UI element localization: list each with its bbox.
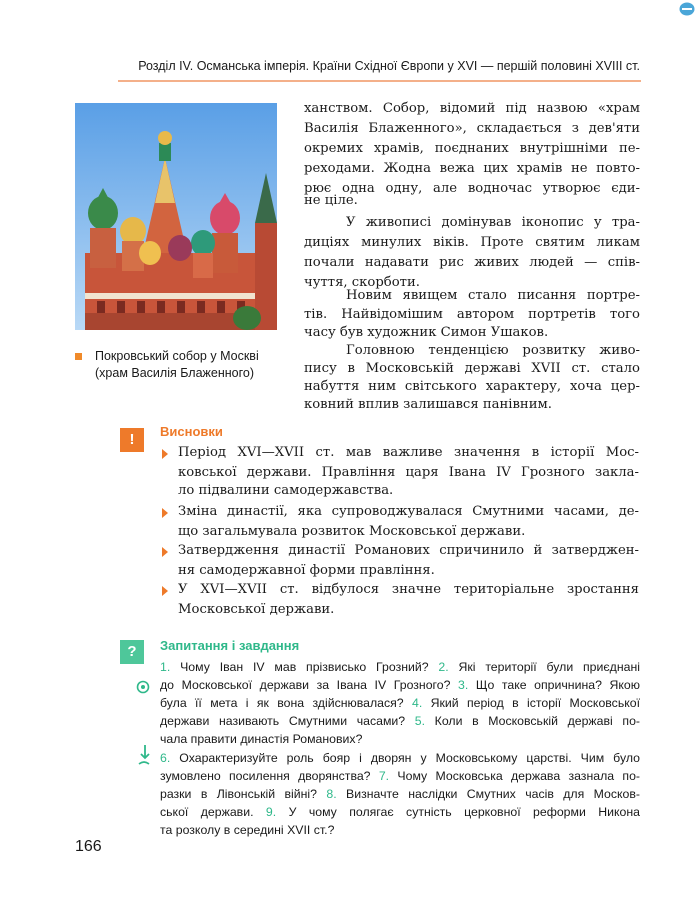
body-line: тів. Найвідомішим автором портретів того [304, 307, 640, 322]
question-text: Чому Московська держава зазнала по- [389, 769, 640, 783]
conclusions-badge-icon: ! [120, 428, 144, 452]
question-text: держави називають Смутними часами? [160, 714, 415, 728]
conclusion-line: Затвердження династії Романових спричинило й затверджен- [178, 543, 639, 558]
publisher-logo-icon [679, 2, 695, 16]
body-line: пису в Московській державі XVII ст. стало [304, 361, 640, 376]
question-number: 9. [265, 805, 277, 819]
question-text: Які території були приєднані [448, 660, 640, 674]
bullet-arrow-icon [162, 508, 168, 518]
running-header: Розділ IV. Османська імперія. Країни Східної Європи у XVI — першій половині XVIII ст. [138, 59, 640, 73]
question-line [160, 749, 640, 767]
question-text: Охарактеризуйте роль бояр і дворян у Московському царстві. Чим було [170, 751, 640, 765]
question-number: 2. [438, 660, 449, 674]
question-line [160, 694, 640, 712]
question-number: 3. [458, 678, 469, 692]
conclusion-line: Період XVI—XVII ст. мав важливе значення в історії Мос- [178, 445, 639, 460]
body-line: ковний вплив залишався панівним. [304, 397, 552, 412]
body-line: У живописі домінував іконопис у тра- [346, 215, 640, 230]
questions-title: Запитання і завдання [160, 638, 300, 653]
figure-caption [75, 348, 290, 382]
body-line: реходами. Жодна вежа цих храмів не повто- [304, 161, 640, 176]
body-line: почали надавати рис живих людей — спів- [304, 255, 640, 270]
question-number: 8. [326, 787, 337, 801]
question-line [160, 658, 640, 676]
body-line: окремих храмів, поєднаних внутрішніми пе- [304, 141, 640, 156]
body-line: чуття, скорботи. [304, 275, 420, 290]
body-line: часу був художник Симон Ушаков. [304, 325, 549, 340]
bullet-arrow-icon [162, 547, 168, 557]
question-text: до Московської держави за Івана IV Грозного? [160, 678, 459, 692]
question-number: 4. [412, 696, 423, 710]
question-text: разки в Лівонській війні? [160, 787, 327, 801]
body-line: ханством. Собор, відомий під назвою «храм [304, 101, 640, 116]
question-text: Який період в історії Московської [422, 696, 641, 710]
question-text: була її мета і як вона здійснювалася? [160, 696, 412, 710]
question-text: Коли в Московській державі по- [425, 714, 640, 728]
question-text: чала правити династія Романових? [160, 732, 363, 746]
body-line: диціях минулих віків. Проте святим ликам [304, 235, 640, 250]
bullet-arrow-icon [162, 449, 168, 459]
question-text: Чому Іван IV мав прізвисько Грозний? [170, 660, 439, 674]
question-number: 7. [378, 769, 390, 783]
body-line: Головною тенденцією розвитку живо- [346, 343, 640, 358]
caption-marker [75, 353, 82, 360]
question-text: Що таке опричнина? Якою [468, 678, 640, 692]
question-text: та розколу в середині XVII ст.? [160, 823, 335, 837]
body-line: не ціле. [304, 193, 358, 208]
caption-line: (храм Василія Блаженного) [95, 366, 254, 380]
cathedral-photo [75, 103, 277, 330]
conclusion-line: У XVI—XVII ст. відбулося значне територіальне зростання [178, 582, 639, 597]
conclusion-line: ковської держави. Правління царя Івана IV Грозного закла- [178, 465, 639, 480]
page-number: 166 [75, 838, 102, 855]
body-line: набуття ним світського характеру, хоча цер- [304, 379, 640, 394]
question-line [160, 803, 640, 821]
body-line: рює одна одну, але водночас утворює єди- [304, 181, 640, 196]
question-text: У чому полягає сутність церковної реформи Никона [276, 805, 640, 819]
question-number: 5. [414, 714, 426, 728]
conclusion-line: що загальмувала розвиток Московської держави. [178, 524, 526, 539]
question-number: 6. [160, 751, 171, 765]
question-line [160, 712, 640, 730]
question-line [160, 730, 640, 748]
pencil-hand-icon [136, 744, 152, 766]
question-number: 1. [160, 660, 171, 674]
conclusion-line: Зміна династії, яка супроводжувалася Смутними часами, де- [178, 504, 639, 519]
bullet-arrow-icon [162, 586, 168, 596]
body-line: Новим явищем стало писання портре- [346, 288, 640, 303]
conclusions-title: Висновки [160, 424, 223, 439]
conclusion-line: ня самодержавної форми правління. [178, 563, 435, 578]
question-text: ської держави. [160, 805, 266, 819]
question-line [160, 785, 640, 803]
question-line [160, 676, 640, 694]
body-line: Василія Блаженного», складається з дев'яти [304, 121, 640, 136]
question-line [160, 767, 640, 785]
target-icon [136, 680, 150, 694]
questions-badge-icon: ? [120, 640, 144, 664]
question-text: Визначте наслідки Смутних часів для Москов- [336, 787, 641, 801]
conclusion-line: Московської держави. [178, 602, 335, 617]
question-line [160, 821, 640, 839]
header-divider [118, 80, 641, 82]
question-text: зумовлено посилення дворянства? [160, 769, 379, 783]
caption-line: Покровський собор у Москві [95, 349, 259, 363]
conclusion-line: ло підвалини самодержавства. [178, 483, 394, 498]
